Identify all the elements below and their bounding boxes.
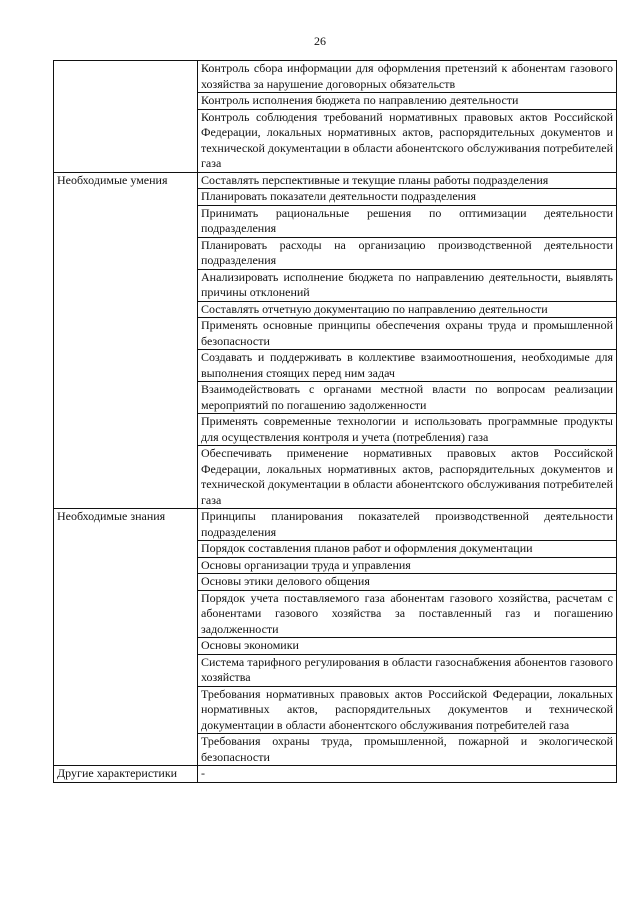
requirement-cell: Порядок учета поставляемого газа абонентам газового хозяйства, расчетам с абонентами газового хозяйства за поставленный газ и погашению задолженности [198,590,617,638]
requirements-table [53,60,617,783]
requirement-cell: Порядок составления планов работ и оформления документации [198,541,617,558]
section-header-cell: Другие характеристики [54,766,198,783]
requirement-cell: Создавать и поддерживать в коллективе взаимоотношения, необходимые для выполнения стоящих перед ним задач [198,350,617,382]
section-header-cell: Необходимые знания [54,509,198,766]
requirement-cell: Требования охраны труда, промышленной, пожарной и экологической безопасности [198,734,617,766]
requirement-cell: Система тарифного регулирования в области газоснабжения абонентов газового хозяйства [198,654,617,686]
requirement-cell: Составлять перспективные и текущие планы работы подразделения [198,172,617,189]
requirement-cell: Основы экономики [198,638,617,655]
requirement-cell: Требования нормативных правовых актов Российской Федерации, локальных нормативных актов, распорядительных документов и технической документации в области абонентского обслуживания потребителей газа [198,686,617,734]
requirement-cell: Принципы планирования показателей производственной деятельности подразделения [198,509,617,541]
section-header-cell: Необходимые умения [54,172,198,509]
requirements-table-body [54,61,617,783]
requirement-cell: Контроль сбора информации для оформления претензий к абонентам газового хозяйства за нарушение договорных обязательств [198,61,617,93]
table-row [54,766,617,783]
requirement-cell: Принимать рациональные решения по оптимизации деятельности подразделения [198,205,617,237]
table-row [54,509,617,541]
requirement-cell: Применять современные технологии и использовать программные продукты для осуществления контроля и учета (потребления) газа [198,414,617,446]
requirement-cell: Основы организации труда и управления [198,557,617,574]
requirement-cell: Анализировать исполнение бюджета по направлению деятельности, выявлять причины отклонений [198,269,617,301]
requirement-cell: Контроль исполнения бюджета по направлению деятельности [198,93,617,110]
requirement-cell: Контроль соблюдения требований нормативных правовых актов Российской Федерации, локальных нормативных актов, распорядительных документов и технической документации в области абонентского обслуживания потребителей газа [198,109,617,172]
requirement-cell: Планировать показатели деятельности подразделения [198,189,617,206]
requirement-cell: Составлять отчетную документацию по направлению деятельности [198,301,617,318]
requirement-cell: Основы этики делового общения [198,574,617,591]
requirement-cell: Взаимодействовать с органами местной власти по вопросам реализации мероприятий по погашению задолженности [198,382,617,414]
section-header-cell [54,61,198,173]
page-number: 26 [314,34,326,48]
requirement-cell: Обеспечивать применение нормативных правовых актов Российской Федерации, локальных нормативных актов, распорядительных документов и технической документации в области абонентского обслуживания потребителей газа [198,446,617,509]
table-row [54,61,617,93]
table-row [54,172,617,189]
requirement-cell: Планировать расходы на организацию производственной деятельности подразделения [198,237,617,269]
requirement-cell: Применять основные принципы обеспечения охраны труда и промышленной безопасности [198,318,617,350]
requirement-cell: - [198,766,617,783]
